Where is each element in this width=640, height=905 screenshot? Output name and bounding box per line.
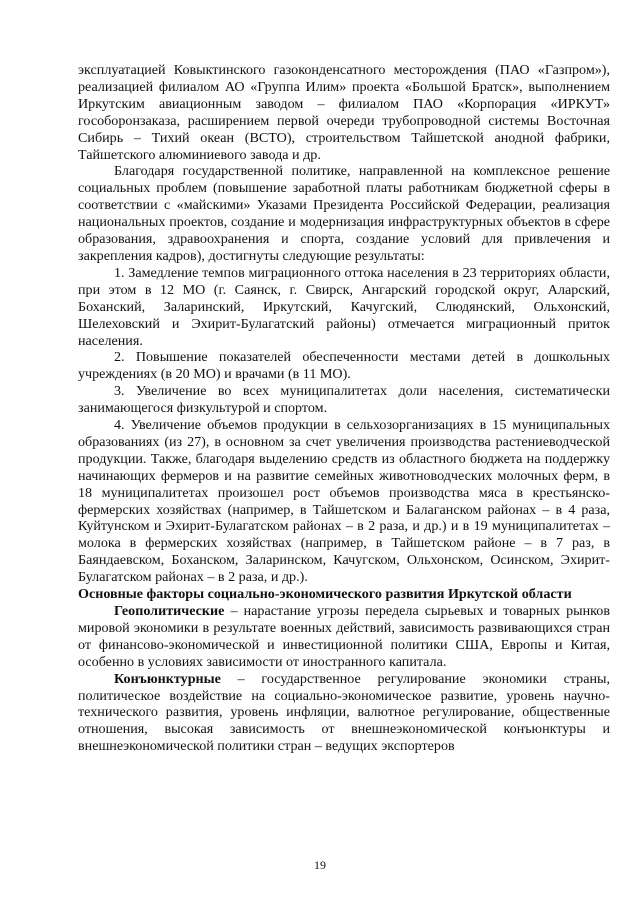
paragraph-state-policy: Благодаря государственной политике, направленной на комплексное решение социальных проблем (повышение заработной платы работникам бюджетной сферы в соответствии с «майскими» Указами Президента Российской Федерации, реализация национальных проектов, создание и модернизация инфраструктурных объектов в сфере образования, здравоохранения и спорта, создание условий для привлечения и закрепления кадров), достигнуты следующие результаты:	[78, 163, 610, 264]
result-item-1: 1. Замедление темпов миграционного оттока населения в 23 территориях области, при этом в 12 МО (г. Саянск, г. Свирск, Ангарский городской округ, Аларский, Боханский, Заларинский, Иркутский, Качугский, Слюдянский, Ольхонский, Шелеховский и Эхирит-Булагатский районы) отмечается миграционный приток населения.	[78, 264, 610, 349]
page-number: 19	[314, 858, 326, 872]
document-page	[78, 62, 610, 755]
factor-conjunctural	[78, 671, 610, 756]
factor-term: Геополитические	[114, 603, 225, 619]
result-item-2: 2. Повышение показателей обеспеченности местами детей в дошкольных учреждениях (в 20 МО) и врачами (в 11 МО).	[78, 349, 610, 383]
factor-geopolitical	[78, 603, 610, 671]
result-item-3: 3. Увеличение во всех муниципалитетах доли населения, систематически занимающегося физкультурой и спортом.	[78, 383, 610, 417]
factor-text: – государственное регулирование экономики страны, политическое воздействие на социально-экономическое развитие, уровень научно-технического развития, уровень инфляции, валютное регулирование, общественные отношения, высокая зависимость от внешнеэкономической конъюнктуры и внешнеэкономической политики стран – ведущих экспортеров	[78, 670, 610, 755]
section-heading: Основные факторы социально-экономического развития Иркутской области	[78, 586, 572, 603]
result-item-4: 4. Увеличение объемов продукции в сельхозорганизациях в 15 муниципальных образованиях (из 27), в основном за счет увеличения производства растениеводческой продукции. Также, благодаря выделению средств из областного бюджета на поддержку начинающих фермеров и на развитие семейных животноводческих молочных ферм, в 18 муниципалитетах произошел рост объемов производства мяса в крестьянско-фермерских хозяйствах (например, в Тайшетском и Балаганском районах – в 4 раза, Куйтунском и Эхирит-Булагатском районах – в 2 раза, и др.) и в 19 муниципалитетах – молока в фермерских хозяйствах (например, в Тайшетском районе – в 7 раз, в Баяндаевском, Боханском, Заларинском, Качугском, Ольхонском, Осинском, Эхирит-Булагатском районах – в 2 раза, и др.).	[78, 417, 610, 586]
paragraph-continuation: эксплуатацией Ковыктинского газоконденсатного месторождения (ПАО «Газпром»), реализацией филиалом АО «Группа Илим» проекта «Большой Братск», выполнением Иркутским авиационным заводом – филиалом ПАО «Корпорация «ИРКУТ» гособоронзаказа, расширением первой очереди трубопроводной системы Восточная Сибирь – Тихий океан (ВСТО), строительством Тайшетской анодной фабрики, Тайшетского алюминиевого завода и др.	[78, 62, 610, 163]
factor-term: Конъюнктурные	[114, 670, 221, 687]
factor-text: – нарастание угрозы передела сырьевых и товарных рынков мировой экономики в результате военных действий, зависимость развивающихся стран от финансово-экономической и инвестиционной политики США, Европы и Китая, особенно в условиях зависимости от иностранного капитала.	[78, 603, 610, 670]
